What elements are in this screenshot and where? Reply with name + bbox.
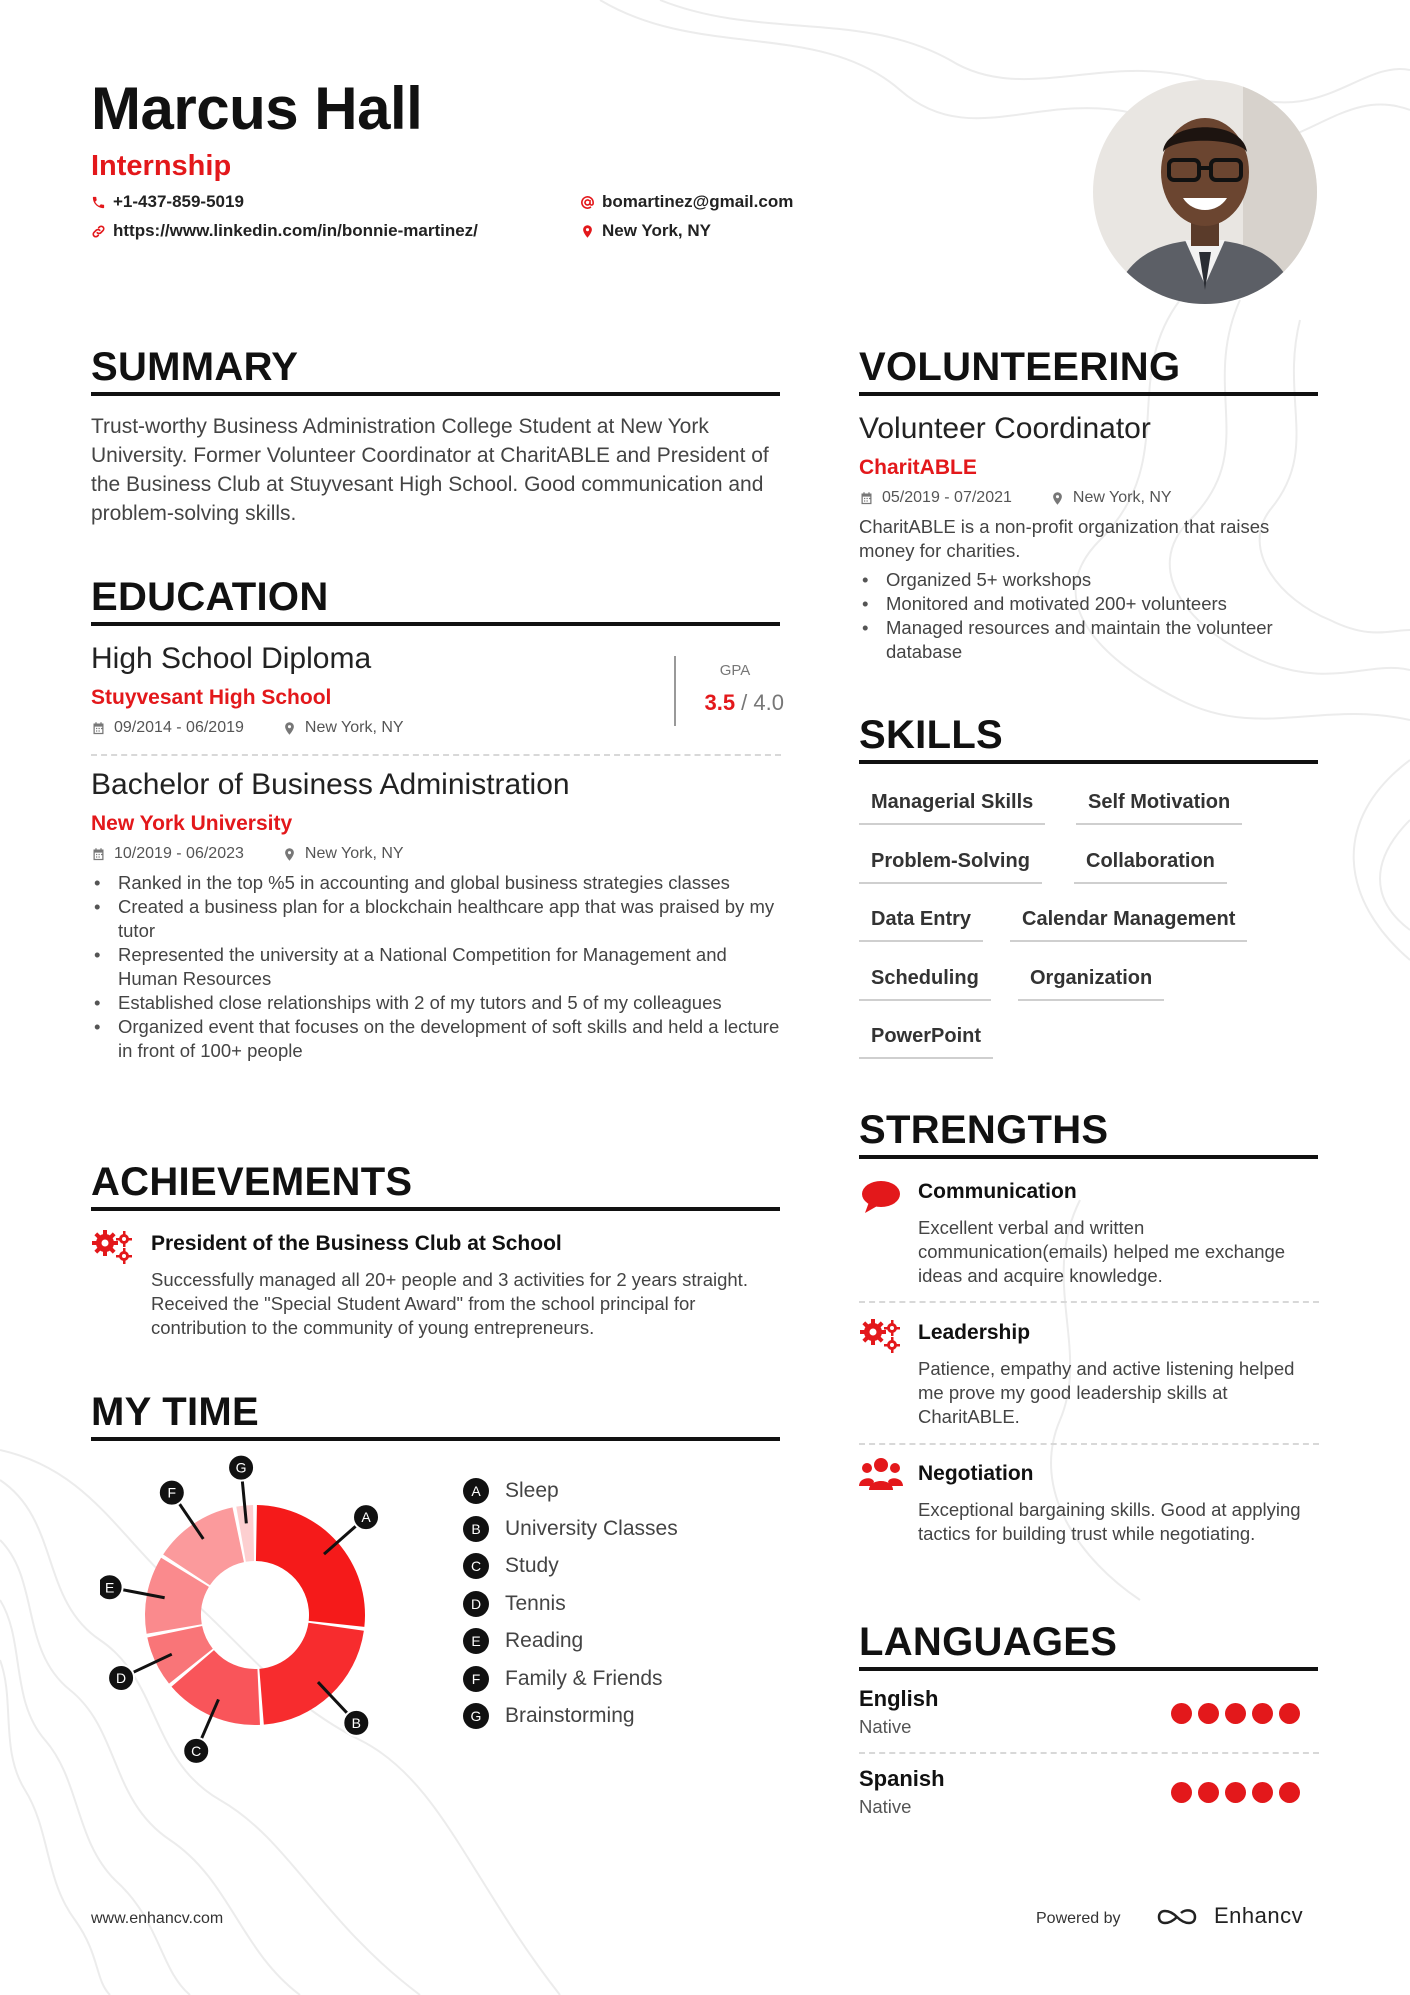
legend-label: Tennis <box>505 1591 566 1615</box>
legend-item <box>463 1666 663 1692</box>
skill-tag: Calendar Management <box>1010 908 1247 942</box>
legend-item <box>463 1628 583 1654</box>
legend-item <box>463 1516 678 1542</box>
donut-label-letter: E <box>104 1579 115 1596</box>
calendar-icon <box>91 847 106 862</box>
at-sign-icon <box>580 195 595 210</box>
strengths-heading: STRENGTHS <box>859 1108 1318 1159</box>
languages-heading: LANGUAGES <box>859 1620 1318 1671</box>
skill-tag: Scheduling <box>859 967 991 1001</box>
group-icon <box>859 1456 903 1492</box>
skill-tag: Collaboration <box>1074 850 1227 884</box>
achievement-title: President of the Business Club at School <box>151 1232 562 1255</box>
list-item: • Established close relationships with 2 of my tutors and 5 of my colleagues <box>118 991 788 1015</box>
volunteer-location: New York, NY <box>1072 489 1172 506</box>
education-meta <box>91 845 404 863</box>
gears-icon <box>859 1318 903 1354</box>
donut-label-letter: A <box>361 1509 371 1526</box>
footer-website[interactable]: www.enhancv.com <box>91 1910 224 1927</box>
donut-label-letter: D <box>116 1670 127 1687</box>
skill-tag: Organization <box>1018 967 1164 1001</box>
donut-slice-a <box>256 1505 365 1627</box>
legend-label: University Classes <box>505 1516 678 1540</box>
education-dates: 09/2014 - 06/2019 <box>114 719 244 736</box>
phone-text: +1-437-859-5019 <box>113 192 244 211</box>
legend-badge: G <box>463 1703 489 1729</box>
list-item: • Organized event that focuses on the development of soft skills and held a lecture in front of 100+ people <box>118 1015 788 1063</box>
legend-badge: C <box>463 1553 489 1579</box>
footer-powered-by: Powered by <box>1036 1910 1121 1927</box>
language-level: Native <box>859 1716 912 1737</box>
legend-item <box>463 1478 559 1504</box>
rating-dot <box>1279 1703 1300 1724</box>
legend-label: Family & Friends <box>505 1666 663 1690</box>
skill-tag: Self Motivation <box>1076 791 1242 825</box>
volunteer-bullets <box>859 568 1326 664</box>
language-name: English <box>859 1686 939 1711</box>
list-item: • Represented the university at a National Competition for Management and Human Resources <box>118 943 788 991</box>
donut-label-letter: B <box>351 1714 361 1731</box>
list-item: • Organized 5+ workshops <box>886 568 1326 592</box>
rating-dot <box>1225 1703 1246 1724</box>
legend-item <box>463 1591 566 1617</box>
language-level: Native <box>859 1796 912 1817</box>
speech-bubble-icon <box>861 1180 901 1214</box>
gpa-divider <box>674 656 676 726</box>
education-heading: EDUCATION <box>91 575 780 626</box>
link-icon <box>91 224 106 239</box>
rating-dot <box>1171 1782 1192 1803</box>
education-school: Stuyvesant High School <box>91 686 332 709</box>
strength-title: Communication <box>918 1180 1077 1203</box>
enhancv-logo-icon <box>1155 1905 1199 1929</box>
list-item: • Created a business plan for a blockchain healthcare app that was praised by my tutor <box>118 895 788 943</box>
linkedin-contact[interactable] <box>91 221 478 241</box>
gpa-value: 3.5 <box>704 690 736 715</box>
rating-dot <box>1252 1782 1273 1803</box>
strength-title: Leadership <box>918 1321 1031 1344</box>
summary-text: Trust-worthy Business Administration College Student at New York University. Former Volunteer Coordinator at CharitABLE and President of the Business Club at Stuyvesant High School. Good communication and problem-solving skills. <box>91 415 769 525</box>
skill-tag: Managerial Skills <box>859 791 1045 825</box>
gpa-score: 3.5 / 4.0 <box>704 690 784 715</box>
email-text: bomartinez@gmail.com <box>602 192 794 211</box>
section-divider <box>859 1301 1319 1303</box>
donut-label-letter: C <box>191 1742 202 1759</box>
legend-badge: F <box>463 1666 489 1692</box>
list-item: • Monitored and motivated 200+ volunteers <box>886 592 1326 616</box>
list-item: • Managed resources and maintain the volunteer database <box>886 616 1326 664</box>
rating-dot <box>1171 1703 1192 1724</box>
location-pin-icon <box>580 224 595 239</box>
education-dates: 10/2019 - 06/2023 <box>114 845 244 862</box>
legend-label: Sleep <box>505 1479 559 1502</box>
donut-label-letter: F <box>167 1484 177 1501</box>
achievements-heading: ACHIEVEMENTS <box>91 1160 780 1211</box>
volunteer-description: CharitABLE is a non-profit organization that raises money for charities. <box>859 516 1270 561</box>
language-rating <box>1171 1782 1300 1803</box>
volunteer-role: Volunteer Coordinator <box>859 412 1151 445</box>
phone-icon <box>91 195 106 210</box>
location-pin-icon <box>282 847 297 862</box>
legend-badge: A <box>463 1478 489 1504</box>
language-name: Spanish <box>859 1766 945 1791</box>
skill-tag: Data Entry <box>859 908 983 942</box>
language-rating <box>1171 1703 1300 1724</box>
skills-heading: SKILLS <box>859 713 1318 764</box>
location-contact <box>580 221 711 241</box>
strength-title: Negotiation <box>918 1462 1034 1485</box>
skill-tag: PowerPoint <box>859 1025 993 1059</box>
calendar-icon <box>91 721 106 736</box>
legend-item <box>463 1703 635 1729</box>
gpa-max: 4.0 <box>753 690 784 715</box>
rating-dot <box>1198 1703 1219 1724</box>
education-meta <box>91 719 404 737</box>
legend-badge: B <box>463 1516 489 1542</box>
donut-label-letter: G <box>235 1459 247 1476</box>
my-time-donut-chart <box>100 1455 420 1775</box>
email-contact[interactable] <box>580 192 793 212</box>
profile-photo <box>1093 80 1317 304</box>
strength-text: Patience, empathy and active listening helped me prove my good leadership skills at CharitABLE. <box>918 1358 1295 1427</box>
summary-heading: SUMMARY <box>91 345 780 396</box>
legend-label: Study <box>505 1554 559 1577</box>
volunteer-dates: 05/2019 - 07/2021 <box>882 489 1012 506</box>
section-divider <box>859 1752 1319 1754</box>
legend-label: Reading <box>505 1629 584 1652</box>
section-divider <box>859 1443 1319 1445</box>
candidate-title: Internship <box>91 150 232 182</box>
rating-dot <box>1252 1703 1273 1724</box>
education-location: New York, NY <box>304 719 404 736</box>
candidate-name: Marcus Hall <box>91 75 423 142</box>
volunteering-heading: VOLUNTEERING <box>859 345 1318 396</box>
legend-badge: E <box>463 1628 489 1654</box>
legend-badge: D <box>463 1591 489 1617</box>
legend-label: Brainstorming <box>505 1704 635 1727</box>
volunteer-meta <box>859 489 1172 507</box>
location-pin-icon <box>282 721 297 736</box>
legend-item <box>463 1553 559 1579</box>
location-pin-icon <box>1050 491 1065 506</box>
education-degree: Bachelor of Business Administration <box>91 768 570 801</box>
donut-slice-b <box>259 1623 364 1725</box>
location-text: New York, NY <box>602 221 711 240</box>
section-divider <box>91 754 781 756</box>
education-location: New York, NY <box>304 845 404 862</box>
achievement-text: Successfully managed all 20+ people and 3 activities for 2 years straight. Received the "Special Student Award" from the school principal for contribution to the community of young entrepreneurs. <box>151 1269 748 1338</box>
gears-icon <box>91 1229 135 1265</box>
education-school: New York University <box>91 812 293 835</box>
rating-dot <box>1198 1782 1219 1803</box>
education-degree: High School Diploma <box>91 642 372 675</box>
strength-text: Exceptional bargaining skills. Good at applying tactics for building trust while negotiating. <box>918 1499 1301 1544</box>
volunteer-org: CharitABLE <box>859 456 977 479</box>
calendar-icon <box>859 491 874 506</box>
strength-text: Excellent verbal and written communication(emails) helped me exchange ideas and acquire knowledge. <box>918 1217 1286 1286</box>
rating-dot <box>1279 1782 1300 1803</box>
education-bullets <box>91 871 788 1063</box>
gpa-label: GPA <box>719 662 751 679</box>
linkedin-text: https://www.linkedin.com/in/bonnie-martinez/ <box>113 221 478 240</box>
rating-dot <box>1225 1782 1246 1803</box>
my-time-heading: MY TIME <box>91 1390 780 1441</box>
phone-contact[interactable] <box>91 192 244 212</box>
skill-tag: Problem-Solving <box>859 850 1042 884</box>
footer-brand: Enhancv <box>1214 1903 1304 1928</box>
list-item: • Ranked in the top %5 in accounting and global business strategies classes <box>118 871 788 895</box>
